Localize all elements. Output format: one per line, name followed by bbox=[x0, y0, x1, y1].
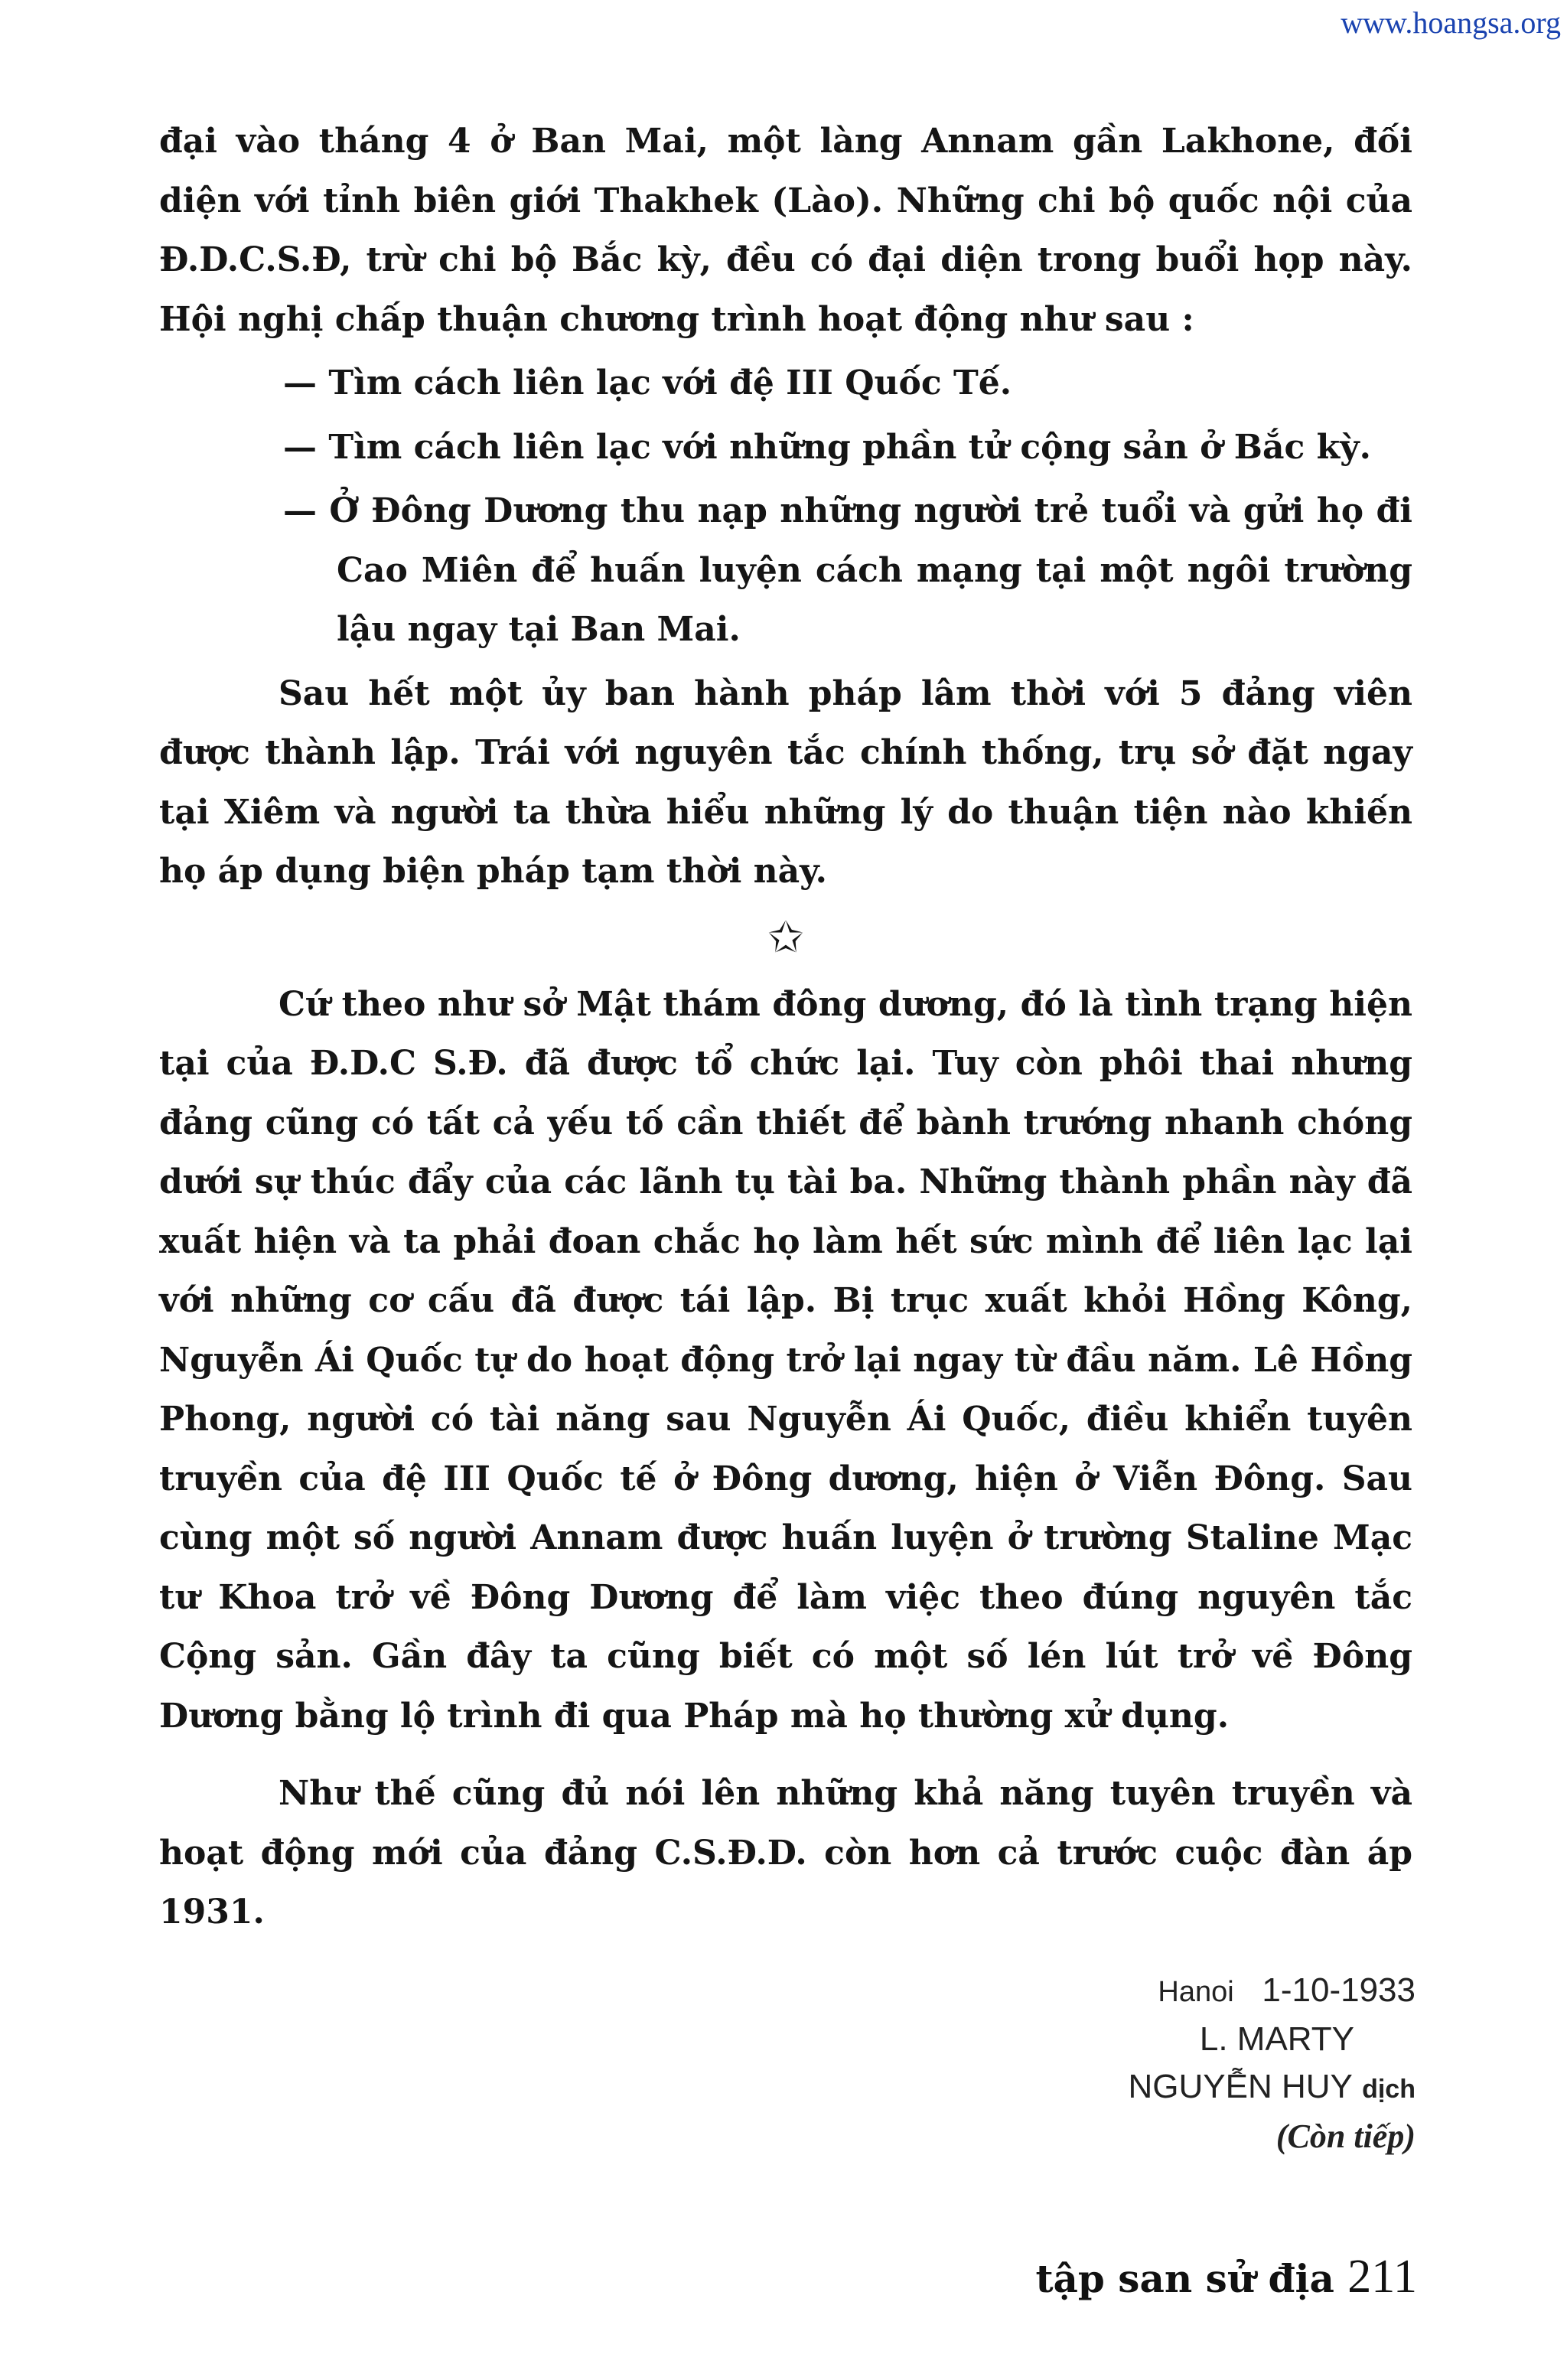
article-body bbox=[159, 112, 1412, 1942]
translator-line bbox=[1128, 2063, 1416, 2113]
publication-name: tập san sử địa bbox=[1035, 2256, 1334, 2301]
continued-note: (Còn tiếp) bbox=[1275, 2118, 1416, 2155]
signature-date: 1-10-1933 bbox=[1262, 1971, 1416, 2009]
page-footer bbox=[1035, 2250, 1417, 2304]
list-item: — Tìm cách liên lạc với đệ III Quốc Tế. bbox=[283, 364, 1012, 403]
section-star-divider-icon: ✩ bbox=[767, 912, 804, 963]
translator-name: NGUYỄN HUY bbox=[1128, 2068, 1353, 2105]
date-line bbox=[1128, 1967, 1416, 2016]
list-item: — Ở Đông Dương thu nạp những người trẻ tuổi và gửi họ đi Cao Miên để huấn luyện cách mạng tại một ngôi trường lậu ngay tại Ban Mai. bbox=[283, 491, 1412, 649]
signature-block bbox=[1128, 1967, 1416, 2160]
paragraph: Sau hết một ủy ban hành pháp lâm thời với 5 đảng viên được thành lập. Trái với nguyên tắc chính thống, trụ sở đặt ngay tại Xiêm và người ta thừa hiểu những lý do thuận tiện nào khiến họ áp dụng biện pháp tạm thời này. bbox=[159, 673, 1412, 891]
paragraph-continued: đại vào tháng 4 ở Ban Mai, một làng Annam gần Lakhone, đối diện với tỉnh biên giới Thakhek (Lào). Những chi bộ quốc nội của Đ.D.C.S.Đ, trừ chi bộ Bắc kỳ, đều có đại diện trong buổi họp này. Hội nghị chấp thuận chương trình hoạt động như sau : bbox=[159, 122, 1412, 339]
paragraph: Cứ theo như sở Mật thám đông dương, đó là tình trạng hiện tại của Đ.D.C S.Đ. đã được tổ chức lại. Tuy còn phôi thai nhưng đảng cũng có tất cả yếu tố cần thiết để bành trướng nhanh chóng dưới sự thúc đẩy của các lãnh tụ tài ba. Những thành phần này đã xuất hiện và ta phải đoan chắc họ làm hết sức mình để liên lạc lại với những cơ cấu đã được tái lập. Bị trục xuất khỏi Hồng Kông, Nguyễn Ái Quốc tự do hoạt động trở lại ngay từ đầu năm. Lê Hồng Phong, người có tài năng sau Nguyễn Ái Quốc, điều khiển tuyên truyền của đệ III Quốc tế ở Đông dương, hiện ở Viễn Đông. Sau cùng một số người Annam được huấn luyện ở trường Staline Mạc tư Khoa trở về Đông Dương để làm việc theo đúng nguyên tắc Cộng sản. Gần đây ta cũng biết có một số lén lút trở về Đông Dương bằng lộ trình đi qua Pháp mà họ thường xử dụng. bbox=[159, 984, 1412, 1736]
signature-author: L. MARTY bbox=[1199, 2020, 1354, 2058]
source-url[interactable]: www.hoangsa.org bbox=[1341, 5, 1561, 40]
paragraph: Như thế cũng đủ nói lên những khả năng tuyên truyền và hoạt động mới của đảng C.S.Đ.D. còn hơn cả trước cuộc đàn áp 1931. bbox=[159, 1774, 1412, 1932]
list-item: — Tìm cách liên lạc với những phần tử cộng sản ở Bắc kỳ. bbox=[283, 427, 1371, 467]
signature-city: Hanoi bbox=[1158, 1976, 1234, 2008]
translator-role: dịch bbox=[1362, 2075, 1416, 2104]
page-number: 211 bbox=[1347, 2251, 1417, 2303]
